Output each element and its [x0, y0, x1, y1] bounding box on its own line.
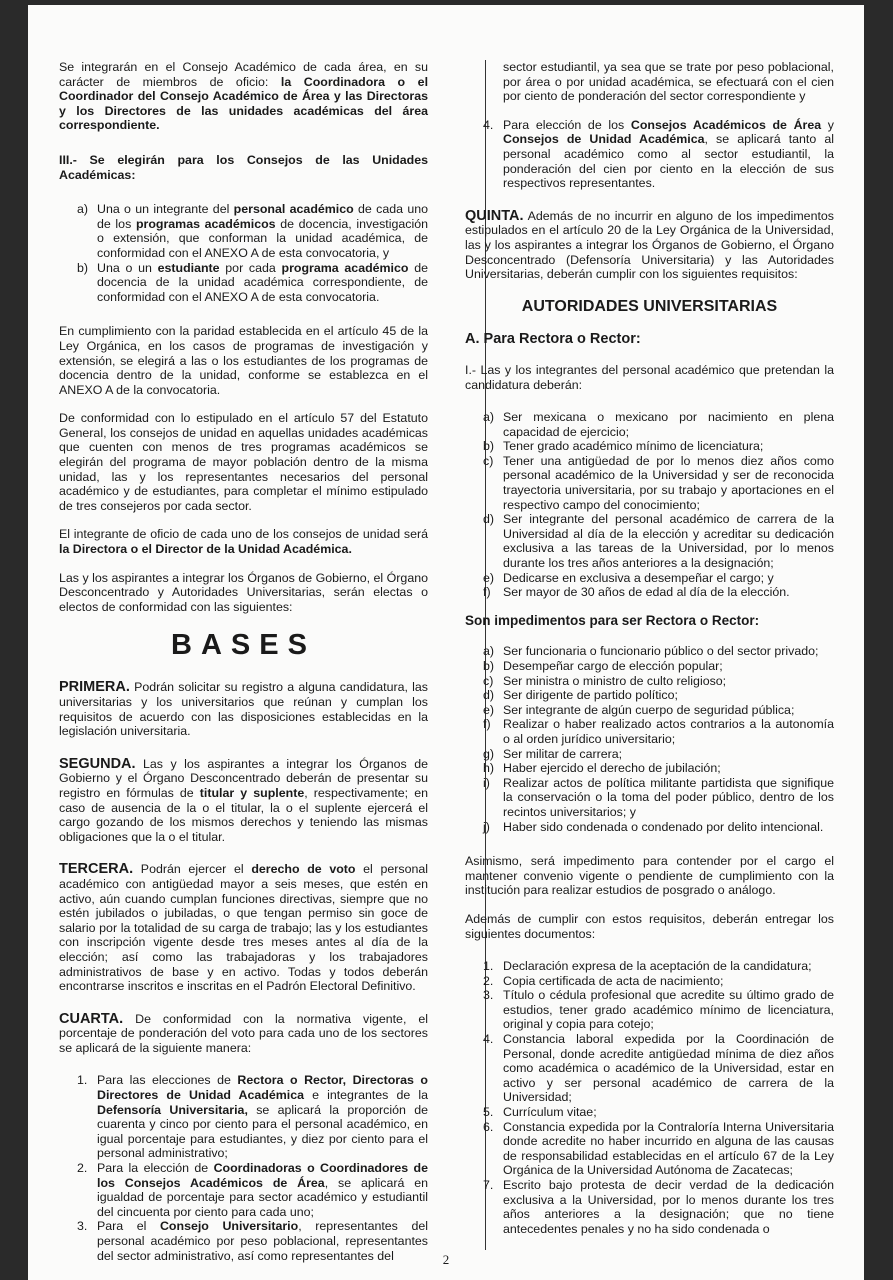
ponderacion-list-cont — [465, 118, 834, 191]
list-marker: 6. — [483, 1119, 494, 1134]
list-marker: g) — [483, 746, 495, 761]
list-marker: f) — [483, 585, 491, 600]
list-item: a) Una o un integrante del personal académico de cada uno de los programas académicos de docencia, investigación o extensión, que conforman la unidad académica, de conformidad con el ANEXO A de esta convocatoria, y — [77, 202, 429, 260]
unidad-list — [59, 202, 428, 304]
list-marker: b) — [483, 659, 495, 673]
list-text: Ser mayor de 30 años de edad al día de la elección. — [503, 585, 790, 600]
list-marker: a) — [483, 410, 495, 425]
list-text: Ser integrante del personal académico de carrera de la Universidad al día de la elección y acreditar su dedicación exclusiva a las tareas de la Universidad, por lo menos durante los tres años anteriores a la designación; — [503, 512, 834, 571]
requisitos-intro: I.- Las y los integrantes del personal académico que pretendan la candidatura deberán: — [465, 362, 834, 392]
intro-paragraph: Se integrarán en el Consejo Académico de cada área, en su carácter de miembros de oficio: la Coordinadora o el Coordinador del Consejo Académico de Área y las Directoras y los Directores de las unidades académicas del área correspondiente. — [59, 60, 429, 133]
list-text: Declaración expresa de la aceptación de la candidatura; — [503, 959, 812, 974]
list-marker: 4. — [483, 1032, 494, 1047]
left-column — [59, 60, 428, 1277]
list-item — [465, 988, 834, 1032]
document-page — [28, 5, 864, 1280]
list-item — [465, 439, 834, 454]
segunda-paragraph: SEGUNDA. Las y los aspirantes a integrar los Órganos de Gobierno y el Órgano Desconcentrado deberán de presentar su registro en fórmulas de titular y suplente, respectivamente; en caso de ausencia de la o el titular, la o el suplente ejercerá el cargo gozando de los mismos derechos y teniendo las mismas obligaciones que la o el titular. — [59, 755, 428, 844]
articulo-57-paragraph: De conformidad con lo estipulado en el artículo 57 del Estatuto General, los consejos de unidad en aquellas unidades académicas que cuenten con menos de tres programas académicos se elegirán del programa de mayor población dentro de la misma unidad, las y los representantes necesarios del personal académico y de estudiantes, para completar el mínimo estipulado de tres consejeros por cada sector. — [59, 411, 428, 513]
aspirantes-paragraph: Las y los aspirantes a integrar los Órganos de Gobierno, el Órgano Desconcentrado y Autoridades Universitarias, serán electas o electos de conformidad con las siguientes: — [59, 570, 428, 614]
list-text: Ser funcionaria o funcionario público o del sector privado; — [503, 644, 819, 659]
list-item — [465, 512, 834, 570]
documentos-intro: Además de cumplir con estos requisitos, deberán entregar los siguientes documentos: — [465, 911, 834, 941]
list-text: Escrito bajo protesta de decir verdad de la dedicación exclusiva a la Universidad, por lo menos durante los tres años anteriores a la designación; que no tiene antecedentes penales y no ha sido condenada o — [503, 1178, 834, 1236]
list-marker: c) — [483, 453, 494, 468]
page-number: 2 — [442, 1252, 450, 1267]
autoridades-title: AUTORIDADES UNIVERSITARIAS — [521, 297, 778, 315]
list-text: Desempeñar cargo de elección popular; — [503, 659, 723, 673]
list-marker: 2. — [483, 973, 494, 988]
list-item — [465, 644, 834, 659]
list-text: Ser ministra o ministro de culto religioso; — [503, 673, 727, 688]
right-column — [465, 60, 834, 1250]
list-text: Dedicarse en exclusiva a desempeñar el cargo; y — [503, 570, 774, 585]
list-item — [465, 717, 834, 746]
list-item: 1. Para las elecciones de Rectora o Rector, Directoras o Directores de Unidad Académica e integrantes de la Defensoría Universitaria, se aplicará la proporción de cuarenta y cinco por ciento para el personal académico, en igual porcentaje para estudiantes, y diez por ciento para el personal administrativo; — [77, 1073, 428, 1161]
primera-paragraph: PRIMERA. Podrán solicitar su registro a alguna candidatura, las universitarias y los universitarios que reúnan y cumplan los requisitos de acuerdo con las disposiciones establecidas en la legislación universitaria. — [59, 679, 428, 739]
list-item — [465, 776, 834, 820]
list-item — [465, 688, 834, 703]
list-text: Realizar actos de política militante partidista que signifique la conservación o la toma del poder público, dentro de los recintos universitarios; y — [503, 775, 834, 819]
list-marker: 5. — [483, 1105, 494, 1120]
list-text: Ser integrante de algún cuerpo de seguridad pública; — [503, 702, 795, 717]
impedimentos-list — [465, 644, 834, 834]
list-item — [465, 959, 834, 974]
continuation-paragraph: sector estudiantil, ya sea que se trate por peso poblacional, por área o por unidad académica, se efectuará con el cien por ciento de ponderación del sector correspondiente y — [503, 60, 834, 104]
list-marker: j) — [483, 819, 490, 834]
tercera-paragraph: TERCERA. Podrán ejercer el derecho de voto el personal académico con antigüedad mayor a seis meses, que estén en activo, aún cuando cumplan funciones directivas, siempre que no estén jubilados o jubiladas, o que tengan permiso sin goce de salario por la totalidad de su carga de trabajo; las y los estudiantes con inscripción vigente desde tres meses antes al día de la elección; así como las trabajadoras y los trabajadores administrativos de base y en activo. Todas y todos deberán encontrarse inscritos e inscritas en el Padrón Electoral Definitivo. — [59, 861, 429, 994]
list-marker: c) — [483, 673, 494, 688]
list-marker: a) — [483, 644, 495, 659]
list-marker: e) — [483, 570, 495, 585]
list-item — [465, 974, 834, 989]
list-item: 3. Para el Consejo Universitario, representantes del personal académico por peso poblacional, representantes del sector administrativo, así como representantes del — [77, 1219, 428, 1263]
list-text: Tener grado académico mínimo de licenciatura; — [503, 439, 764, 454]
list-item — [465, 585, 834, 600]
list-marker: d) — [483, 512, 495, 527]
oficio-paragraph: El integrante de oficio de cada uno de los consejos de unidad será la Directora o el Director de la Unidad Académica. — [59, 527, 428, 557]
list-item: b) Una o un estudiante por cada programa académico de docencia de la unidad académica correspondiente, de conformidad con el ANEXO A de esta convocatoria. — [77, 260, 428, 304]
list-text: Título o cédula profesional que acredite su último grado de estudios, tener grado académico mínimo de licenciatura, original y copia para cotejo; — [503, 988, 834, 1032]
list-text: Ser militar de carrera; — [503, 746, 623, 761]
cuarta-paragraph: CUARTA. De conformidad con la normativa vigente, el porcentaje de ponderación del voto para cada uno de los sectores se aplicará de la siguiente manera: — [59, 1010, 428, 1055]
list-marker: h) — [483, 761, 495, 776]
list-item — [465, 1105, 834, 1120]
asimismo-paragraph: Asimismo, será impedimento para contender por el cargo el mantener convenio vigente o pendiente de cumplimiento con la institución para realizar estudios de posgrado o análogo. — [465, 854, 834, 898]
list-item — [465, 703, 834, 718]
list-text: Copia certificada de acta de nacimiento; — [503, 973, 724, 988]
list-item — [465, 1032, 834, 1105]
bases-title: BASES — [171, 629, 316, 662]
list-text: Currículum vitae; — [503, 1105, 597, 1120]
list-text: Ser mexicana o mexicano por nacimiento en plena capacidad de ejercicio; — [503, 410, 834, 439]
list-item — [465, 1120, 834, 1178]
list-marker: 7. — [483, 1178, 494, 1192]
list-item — [465, 761, 834, 776]
list-item — [465, 674, 834, 689]
list-text: Constancia expedida por la Contraloría Interna Universitaria donde acredite no haber incurrido en alguna de las causas de responsabilidad establecidas en el artículo 67 de la Ley Orgánica de la Universidad Autónoma de Zacatecas; — [503, 1119, 834, 1178]
impedimentos-heading: Son impedimentos para ser Rectora o Rector: — [465, 612, 760, 628]
list-text: Tener una antigüedad de por lo menos diez años como personal académico de la Universidad y ser de reconocida trayectoria universitaria, por su trabajo y aportaciones en el respectivo campo del conocimiento; — [503, 453, 834, 512]
list-item — [465, 454, 834, 512]
list-marker: d) — [483, 688, 495, 703]
documentos-list — [465, 959, 834, 1236]
list-marker: f) — [483, 717, 491, 732]
list-marker: b) — [483, 439, 495, 454]
list-marker: i) — [483, 775, 490, 790]
list-item — [465, 659, 834, 674]
list-item — [465, 410, 834, 439]
list-item — [465, 571, 834, 586]
list-text: Realizar o haber realizado actos contrarios a la autonomía o al orden jurídico universitario; — [503, 717, 834, 746]
quinta-paragraph: QUINTA. Además de no incurrir en alguno de los impedimentos estipulados en el artículo 20 de la Ley Orgánica de la Universidad, las y los aspirantes a integrar los Órganos de Gobierno, el Órgano Desconcentrado (Defensoría Universitaria) y las Autoridades Universitarias, deberán cumplir con los siguientes requisitos: — [465, 207, 834, 282]
list-text: Haber ejercido el derecho de jubilación; — [503, 761, 721, 776]
section-heading: III.- Se elegirán para los Consejos de las Unidades Académicas: — [59, 152, 428, 182]
rector-heading: A. Para Rectora o Rector: — [465, 331, 641, 348]
ponderacion-list — [59, 1073, 428, 1263]
list-marker: 3. — [483, 988, 494, 1003]
paridad-paragraph: En cumplimiento con la paridad establecida en el artículo 45 de la Ley Orgánica, en los casos de programas de investigación y extensión, se elegirá a las o los estudiantes de los programas de docencia dentro de la unidad, conforme se establezca en el ANEXO A de la convocatoria. — [59, 324, 428, 397]
requisitos-list — [465, 410, 834, 600]
list-marker: 1. — [483, 959, 494, 974]
list-item — [465, 820, 834, 835]
list-marker: e) — [483, 702, 495, 717]
list-item — [465, 747, 834, 762]
list-text: Constancia laboral expedida por la Coordinación de Personal, donde acredite antigüedad mínima de diez años como académica o académico de la Universidad, estar en activo y ser personal académico de carrera de la Universidad; — [503, 1032, 834, 1105]
list-item — [465, 1178, 834, 1236]
list-item: 4. Para elección de los Consejos Académicos de Área y Consejos de Unidad Académica, se aplicará tanto al personal académico como al sector estudiantil, la ponderación del cien por ciento en la elección de sus respectivos representantes. — [483, 117, 835, 191]
list-text: Ser dirigente de partido político; — [503, 688, 678, 703]
list-item: 2. Para la elección de Coordinadoras o Coordinadores de los Consejos Académicos de Área, se aplicará en igualdad de porcentaje para sector académico y estudiantil del cincuenta por ciento para cada uno; — [77, 1161, 429, 1219]
list-text: Haber sido condenada o condenado por delito intencional. — [503, 819, 824, 834]
